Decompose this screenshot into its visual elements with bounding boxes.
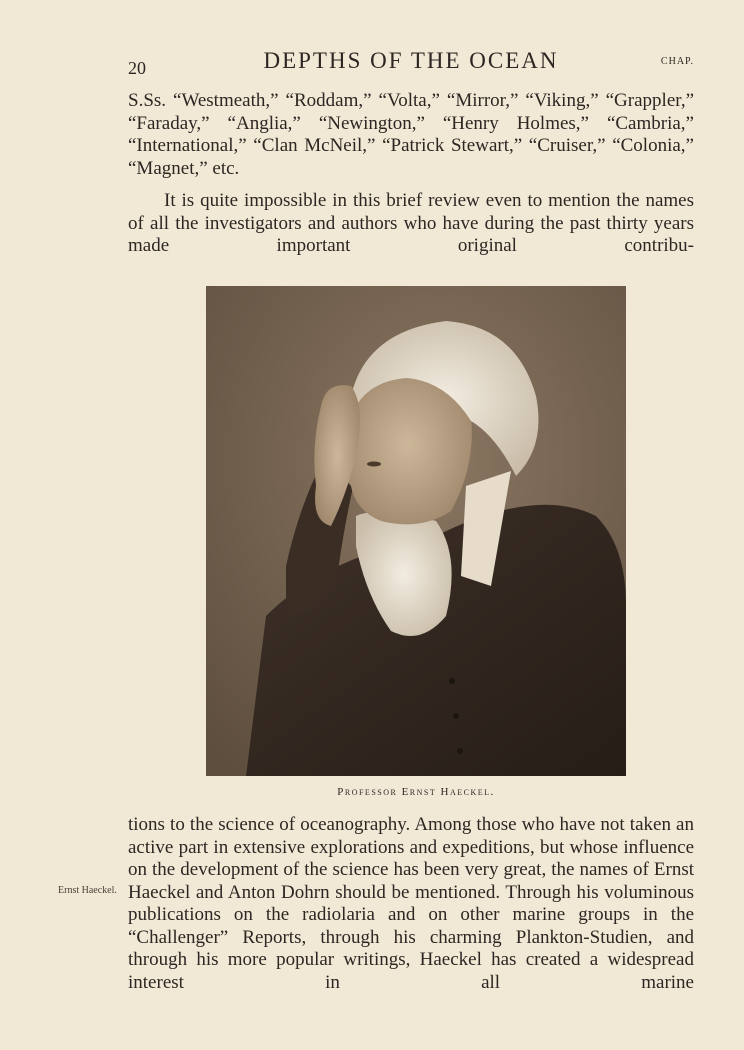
figure-caption: Professor Ernst Haeckel. [337, 786, 495, 798]
intro-paragraph: It is quite impossible in this brief review even to mention the names of all the investigators and authors who have during the past thirty years made important original contribu- [128, 190, 694, 256]
running-head: DEPTHS OF THE OCEAN [263, 48, 559, 73]
page-number: 20 [128, 58, 146, 78]
continuation-paragraph: tions to the science of oceanography. Among those who have not taken an active part in extensive explorations and expeditions, but whose influence on the development of the science has been very great, the names of Ernst Haeckel and Anton Dohrn should be mentioned. Through his voluminous publications on the radiolaria and on other marine groups in the “Challenger” Reports, through his charming Plankton-Studien, and through his more popular writings, Haeckel has created a widespread interest in all marine [128, 814, 694, 993]
margin-note: Ernst Haeckel. [58, 885, 117, 896]
portrait-photograph [206, 286, 626, 776]
portrait-image [206, 286, 626, 776]
page-header [128, 46, 694, 82]
ship-list-paragraph: S.Ss. “Westmeath,” “Roddam,” “Volta,” “Mirror,” “Viking,” “Grappler,” “Faraday,” “Anglia,” “Newington,” “Henry Holmes,” “Cambria,” “International,” “Clan McNeil,” “Patrick Stewart,” “Cruiser,” “Colonia,” “Magnet,” etc. [128, 90, 694, 179]
chapter-abbreviation: CHAP. [660, 56, 694, 67]
